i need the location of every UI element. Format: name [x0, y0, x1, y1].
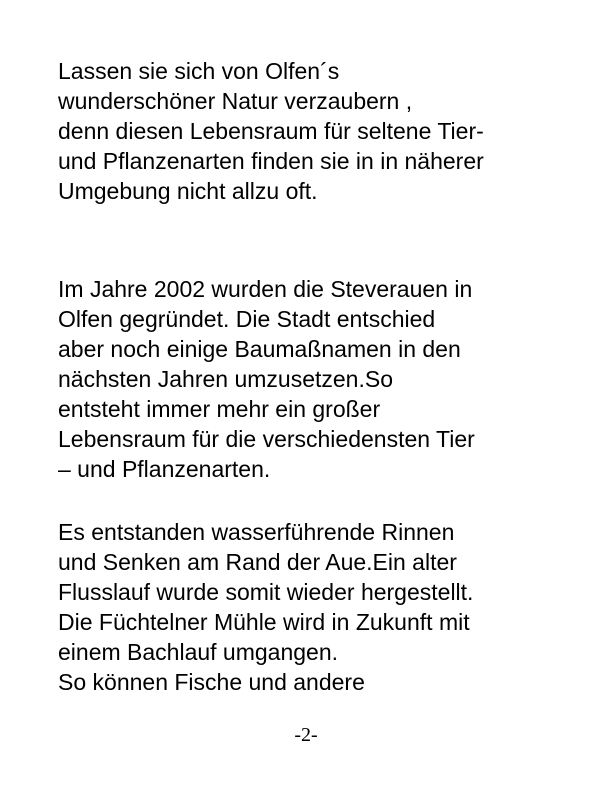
paragraph-line: Olfen gegründet. Die Stadt entschied	[58, 306, 436, 332]
page-number: -2-	[294, 724, 318, 746]
paragraph-line: So können Fische und andere	[58, 669, 365, 695]
paragraph-line: Lassen sie sich von Olfen´s	[58, 58, 340, 84]
paragraph-line: nächsten Jahren umzusetzen.So	[58, 366, 393, 392]
paragraph-line: Die Füchtelner Mühle wird in Zukunft mit	[58, 609, 470, 635]
paragraph-line: denn diesen Lebensraum für seltene Tier-	[58, 118, 484, 144]
paragraph-line: entsteht immer mehr ein großer	[58, 396, 381, 422]
paragraph-line: Lebensraum für die verschiedensten Tier	[58, 426, 475, 452]
paragraph-line: Umgebung nicht allzu oft.	[58, 178, 318, 204]
paragraph-line: Es entstanden wasserführende Rinnen	[58, 519, 455, 545]
paragraph-line: Im Jahre 2002 wurden die Steverauen in	[58, 276, 473, 302]
paragraph-line: einem Bachlauf umgangen.	[58, 639, 339, 665]
paragraph-line: und Senken am Rand der Aue.Ein alter	[58, 549, 457, 575]
paragraph-line: – und Pflanzenarten.	[58, 456, 271, 482]
paragraph-line: aber noch einige Baumaßnamen in den	[58, 336, 461, 362]
paragraph-line: wunderschöner Natur verzaubern ,	[58, 88, 413, 114]
paragraph-line: Flusslauf wurde somit wieder hergestellt.	[58, 579, 474, 605]
paragraph-line: und Pflanzenarten finden sie in in näherer	[58, 148, 484, 174]
